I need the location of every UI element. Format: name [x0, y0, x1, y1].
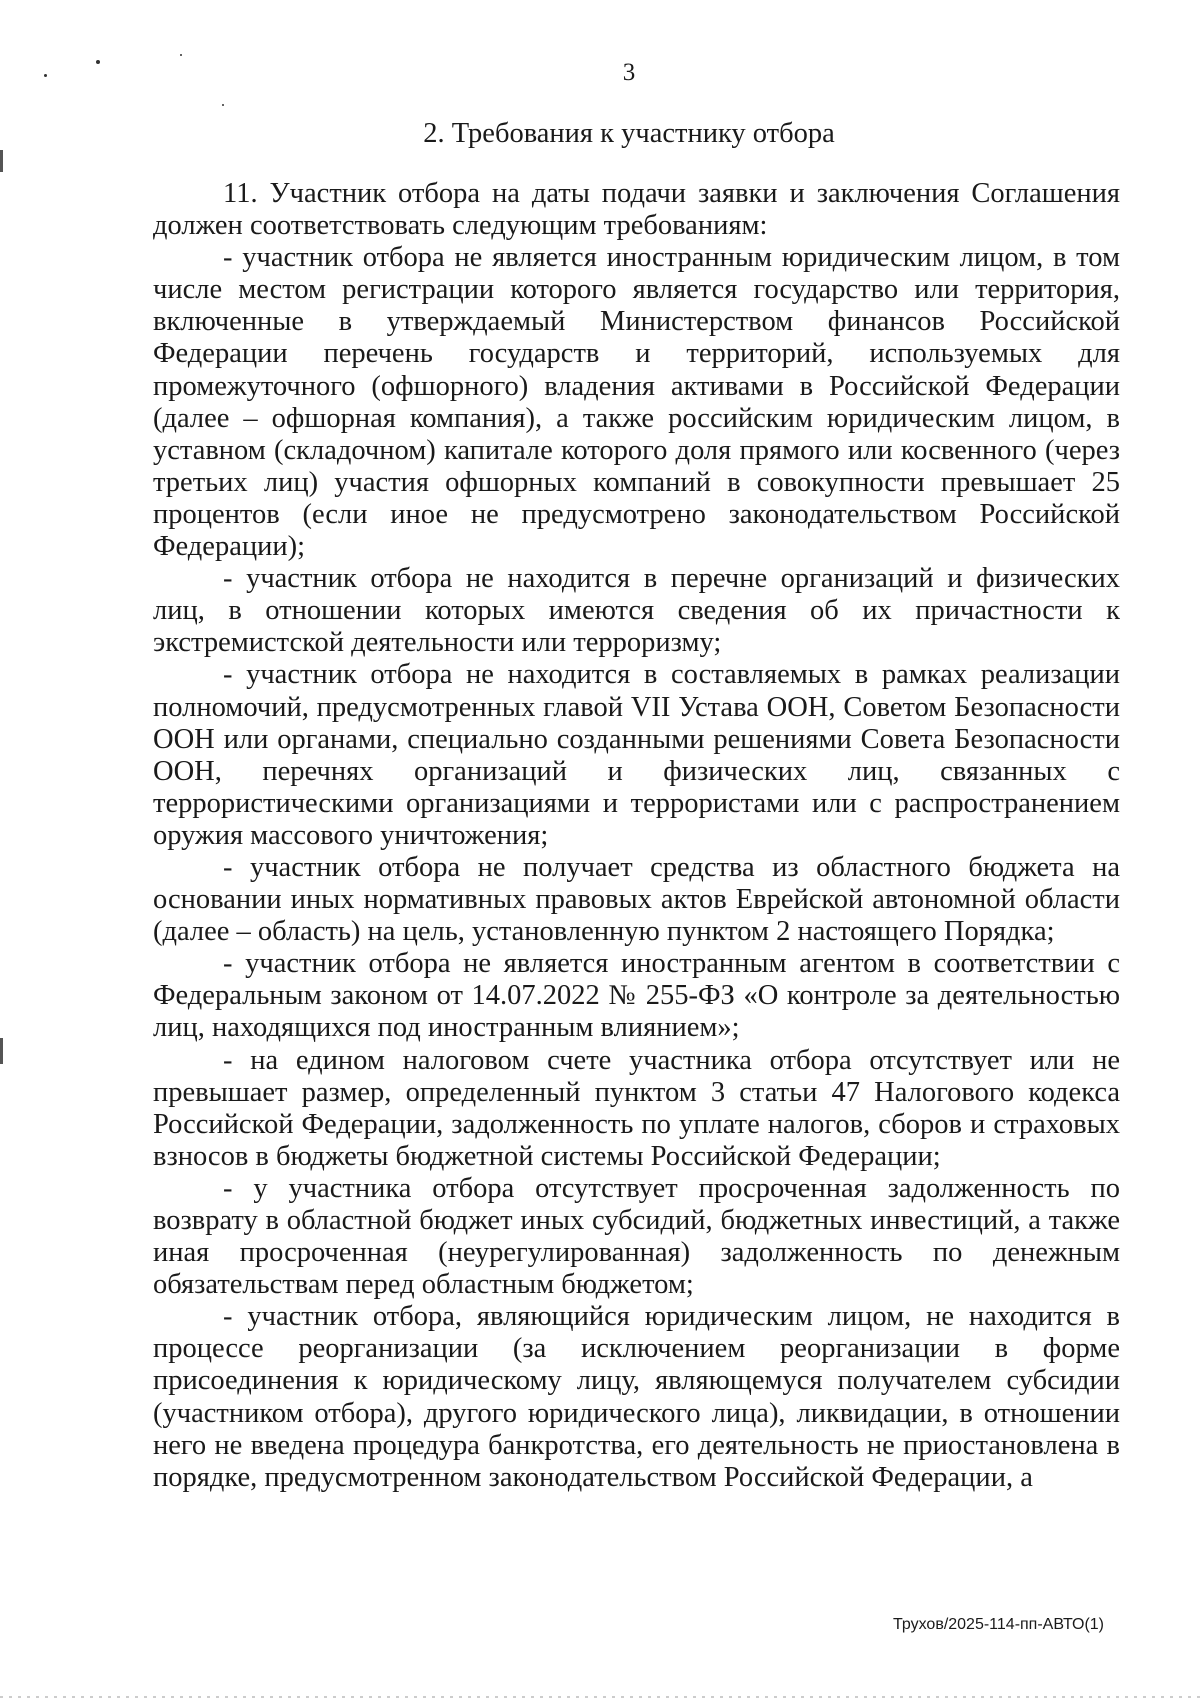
scan-edge-mark [0, 150, 3, 172]
scan-speck [180, 54, 182, 56]
paragraph-requirements-intro: 11. Участник отбора на даты подачи заявки и заключения Соглашения должен соответствовать следующим требованиям: [153, 178, 1120, 242]
paragraph-reorganization: - участник отбора, являющийся юридическим лицом, не находится в процессе реорганизации (за исключением реорганизации в форме присоединения к юридическому лицу, являющемуся получателем субсидии (участником отбора), другого юридического лица), ликвидации, в отношении него не введена процедура банкротства, его деятельность не приостановлена в порядке, предусмотренном законодательством Российской Федерации, а [153, 1301, 1120, 1493]
document-footer-code: Трухов/2025-114-пп-АВТО(1) [893, 1616, 1104, 1633]
paragraph-extremism: - участник отбора не находится в перечне организаций и физических лиц, в отношении которых имеются сведения об их причастности к экстремистской деятельности или терроризму; [153, 563, 1120, 659]
section-title: 2. Требования к участнику отбора [423, 118, 835, 149]
paragraph-foreign-agent: - участник отбора не является иностранным агентом в соответствии с Федеральным законом от 14.07.2022 № 255-ФЗ «О контроле за деятельностью лиц, находящихся под иностранным влиянием»; [153, 948, 1120, 1044]
paragraph-overdue-debt: - у участника отбора отсутствует просроченная задолженность по возврату в областной бюджет иных субсидий, бюджетных инвестиций, а также иная просроченная (неурегулированная) задолженность по денежным обязательствам перед областным бюджетом; [153, 1172, 1120, 1301]
scan-speck [222, 104, 224, 106]
paragraph-regional-budget: - участник отбора не получает средства из областного бюджета на основании иных нормативных правовых актов Еврейской автономной области (далее – область) на цель, установленную пунктом 2 настоящего Порядка; [153, 851, 1120, 948]
paragraph-un-lists: - участник отбора не находится в составляемых в рамках реализации полномочий, предусмотренных главой VII Устава ООН, Советом Безопасности ООН или органами, специально созданными решениями Совета Безопасности ООН, перечнях организаций и физических лиц, связанных с террористическими организациями и террористами или с распространением оружия массового уничтожения; [153, 659, 1120, 851]
document-body [153, 178, 1120, 1494]
scan-edge-mark [0, 1038, 3, 1064]
scan-bottom-edge [0, 1696, 1200, 1698]
page-number: 3 [622, 59, 636, 86]
paragraph-offshore: - участник отбора не является иностранным юридическим лицом, в том числе местом регистрации которого является государство или территория, включенные в утверждаемый Министерством финансов Российской Федерации перечень государств и территорий, используемых для промежуточного (офшорного) владения активами в Российской Федерации (далее – офшорная компания), а также российским юридическим лицом, в уставном (складочном) капитале которого доля прямого или косвенного (через третьих лиц) участия офшорных компаний в совокупности превышает 25 процентов (если иное не предусмотрено законодательством Российской Федерации); [153, 242, 1120, 563]
paragraph-tax-account: - на едином налоговом счете участника отбора отсутствует или не превышает размер, определенный пунктом 3 статьи 47 Налогового кодекса Российской Федерации, задолженность по уплате налогов, сборов и страховых взносов в бюджеты бюджетной системы Российской Федерации; [153, 1044, 1120, 1172]
